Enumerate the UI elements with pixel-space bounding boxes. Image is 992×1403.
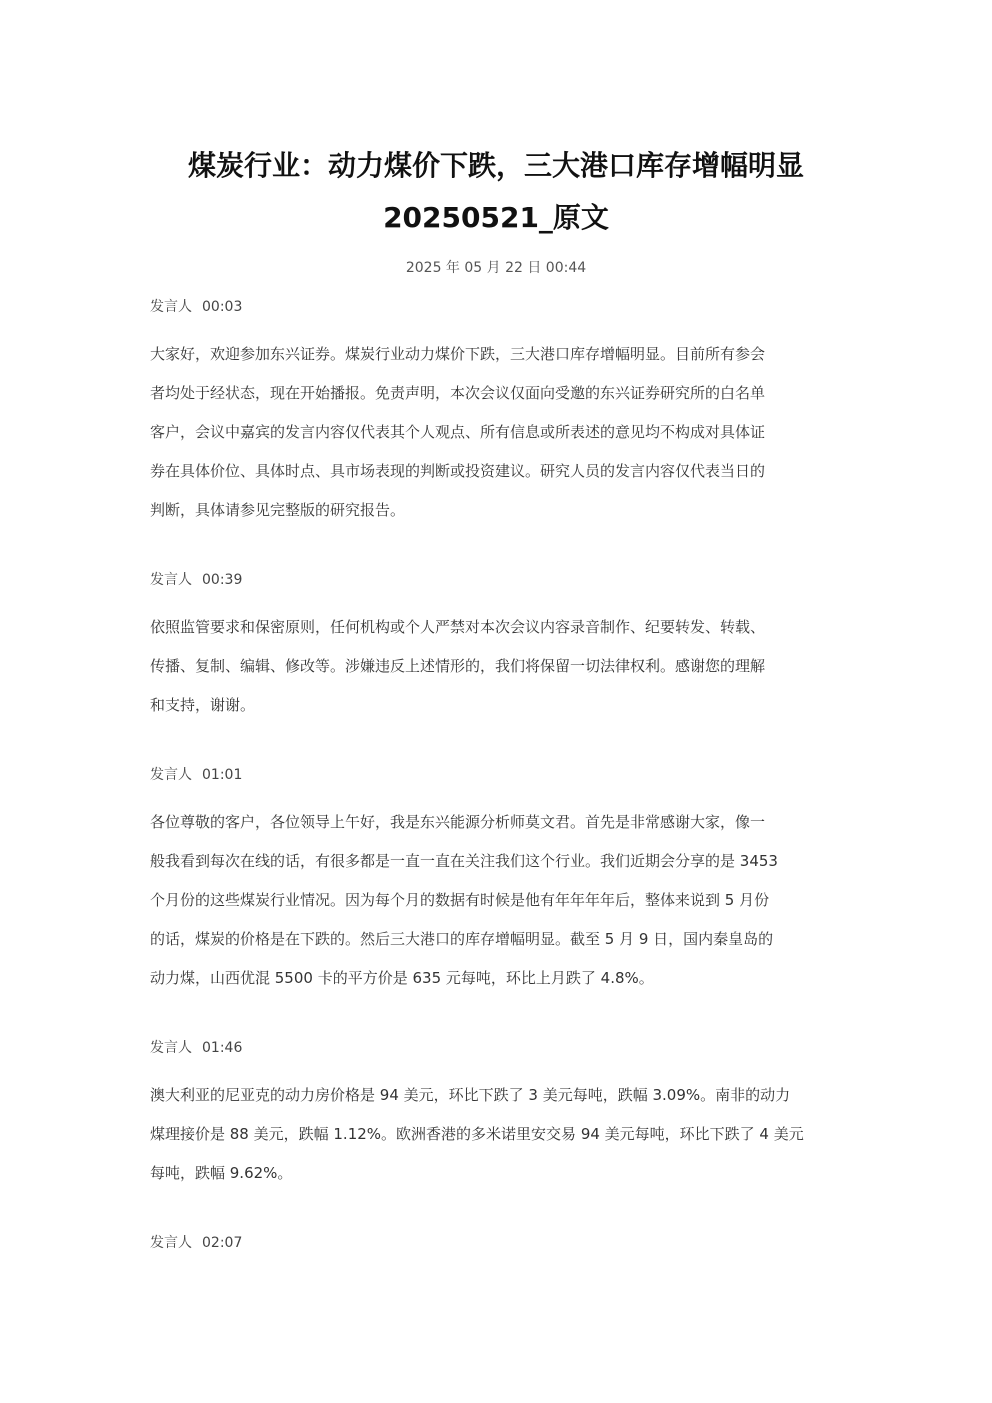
document-date: 2025 年 05 月 22 日 00:44	[405, 260, 587, 276]
paragraph-line: 传播、复制、编辑、修改等。涉嫌违反上述情形的，我们将保留一切法律权利。感谢您的理解	[150, 657, 766, 675]
speaker-name: 发言人	[150, 572, 192, 588]
transcript-paragraph	[150, 1076, 842, 1193]
paragraph-line: 澳大利亚的尼亚克的动力房价格是 94 美元，环比下跌了 3 美元每吨，跌幅 3.09%。南非的动力	[150, 1086, 791, 1104]
paragraph-line: 客户，会议中嘉宾的发言内容仅代表其个人观点、所有信息或所表述的意见均不构成对具体证	[150, 423, 766, 441]
paragraph-line: 般我看到每次在线的话，有很多都是一直一直在关注我们这个行业。我们近期会分享的是 3453	[150, 852, 778, 870]
paragraph-line: 每吨，跌幅 9.62%。	[150, 1164, 293, 1182]
paragraph-line: 个月份的这些煤炭行业情况。因为每个月的数据有时候是他有年年年年后，整体来说到 5 月份	[150, 891, 770, 909]
paragraph-line: 煤理接价是 88 美元，跌幅 1.12%。欧洲香港的多米诺里安交易 94 美元每吨，环比下跌了 4 美元	[150, 1125, 804, 1143]
paragraph-line: 各位尊敬的客户，各位领导上午好，我是东兴能源分析师莫文君。首先是非常感谢大家，像一	[150, 813, 766, 831]
speaker-name: 发言人	[150, 1040, 192, 1056]
document-title-line-1: 煤炭行业：动力煤价下跌，三大港口库存增幅明显	[187, 149, 804, 182]
transcript-section	[150, 764, 842, 998]
paragraph-line: 大家好，欢迎参加东兴证券。煤炭行业动力煤价下跌，三大港口库存增幅明显。目前所有参会	[150, 345, 766, 363]
speaker-header	[150, 296, 842, 318]
paragraph-line: 的话，煤炭的价格是在下跌的。然后三大港口的库存增幅明显。截至 5 月 9 日，国内秦皇岛的	[150, 930, 774, 948]
speaker-timestamp: 00:03	[202, 299, 243, 315]
transcript-paragraph	[150, 608, 842, 725]
transcript-section	[150, 1232, 842, 1254]
speaker-timestamp: 00:39	[202, 572, 243, 588]
speaker-name: 发言人	[150, 1235, 192, 1251]
paragraph-line: 券在具体价位、具体时点、具市场表现的判断或投资建议。研究人员的发言内容仅代表当日的	[150, 462, 766, 480]
speaker-name: 发言人	[150, 767, 192, 783]
speaker-timestamp: 01:01	[202, 767, 243, 783]
document-title-line-2: 20250521_原文	[383, 201, 609, 234]
speaker-header	[150, 569, 842, 591]
transcript-section	[150, 569, 842, 725]
transcript-paragraph	[150, 803, 842, 998]
speaker-name: 发言人	[150, 299, 192, 315]
paragraph-line: 判断，具体请参见完整版的研究报告。	[150, 501, 406, 519]
transcript-section	[150, 296, 842, 530]
speaker-timestamp: 01:46	[202, 1040, 243, 1056]
speaker-header	[150, 1037, 842, 1059]
transcript-section	[150, 1037, 842, 1193]
paragraph-line: 动力煤，山西优混 5500 卡的平方价是 635 元每吨，环比上月跌了 4.8%。	[150, 969, 654, 987]
speaker-timestamp: 02:07	[202, 1235, 243, 1251]
paragraph-line: 依照监管要求和保密原则，任何机构或个人严禁对本次会议内容录音制作、纪要转发、转载、	[150, 618, 766, 636]
speaker-header	[150, 1232, 842, 1254]
paragraph-line: 和支持，谢谢。	[150, 696, 256, 714]
transcript-paragraph	[150, 335, 842, 530]
speaker-header	[150, 764, 842, 786]
paragraph-line: 者均处于经状态，现在开始播报。免责声明，本次会议仅面向受邀的东兴证券研究所的白名单	[150, 384, 766, 402]
